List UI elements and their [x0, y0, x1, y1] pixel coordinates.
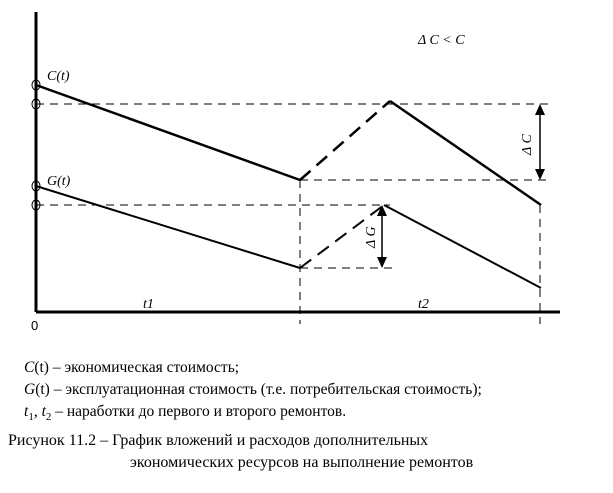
g-curve-segment-1 [36, 186, 300, 268]
legend-g-arg: (t) [35, 381, 50, 398]
condition-label: Δ C < C [418, 33, 465, 48]
legend-c-text: – экономическая стоимость; [48, 359, 240, 376]
legend-c-arg: (t) [34, 359, 49, 376]
delta-g-arrow-head-bottom [377, 257, 387, 268]
c-curve-segment-1 [36, 85, 300, 180]
g-curve-segment-2 [384, 205, 541, 288]
figure-caption-line-1: Рисунок 11.2 – График вложений и расходов дополнительных [8, 432, 429, 449]
delta-c-arrow-head-top [535, 104, 545, 115]
legend-g-text: – эксплуатационная стоимость (т.е. потребительская стоимость); [49, 381, 482, 398]
legend-t-text: – наработки до первого и второго ремонтов. [51, 403, 347, 420]
c-curve-repair-jump [300, 101, 390, 180]
delta-c-label: Δ C [520, 134, 535, 155]
legend-t1-symbol: t [24, 403, 29, 420]
t1-label: t1 [143, 297, 154, 312]
delta-c-arrow-head-bottom [535, 169, 545, 180]
legend-line-t [24, 403, 346, 426]
figure-caption-line-2: экономических ресурсов на выполнение ремонтов [130, 454, 474, 471]
legend-line-c [24, 359, 239, 377]
delta-g-label: Δ G [364, 226, 379, 248]
legend-t-separator: , [33, 403, 42, 420]
c-curve-segment-2 [390, 101, 541, 205]
legend-c-symbol: C [24, 359, 35, 376]
legend-line-g [24, 381, 482, 399]
legend-t2-sub: 2 [45, 411, 52, 424]
origin-label: 0 [31, 318, 39, 333]
legend-g-symbol: G [24, 381, 36, 398]
g-curve-label: G(t) [47, 174, 71, 189]
legend-t1-sub: 1 [28, 411, 34, 424]
c-curve-label: C(t) [47, 69, 70, 84]
t2-label: t2 [418, 297, 429, 312]
legend-t2-symbol: t [41, 403, 46, 420]
